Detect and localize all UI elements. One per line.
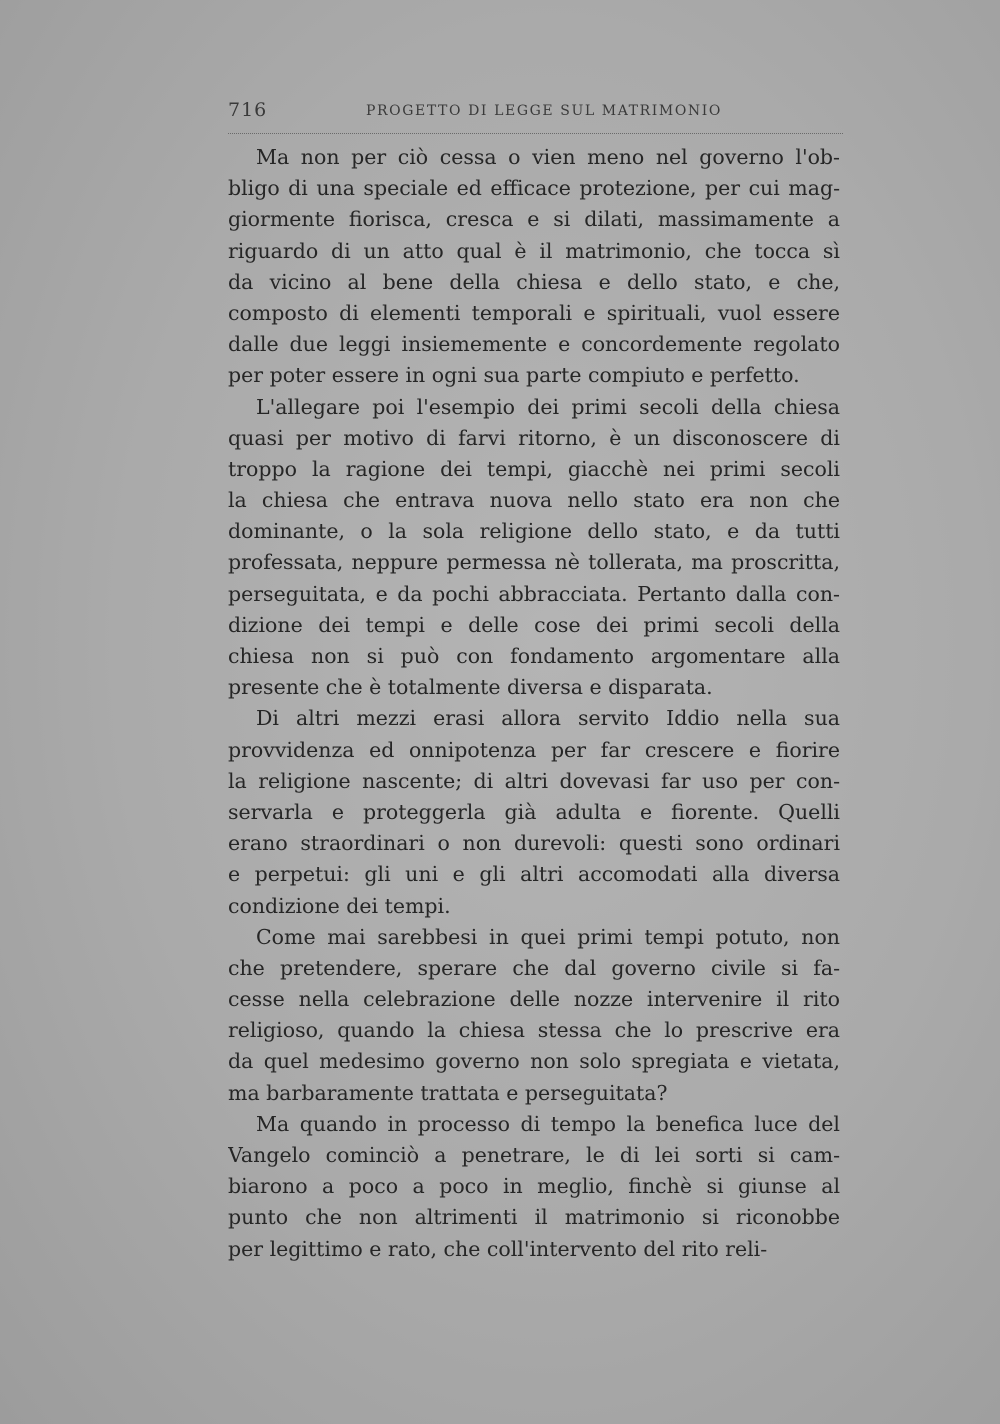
text-line: Come mai sarebbesi in quei primi tempi potuto, non xyxy=(256,924,840,949)
text-line: Vangelo cominciò a penetrare, le di lei sorti si cam- xyxy=(228,1143,840,1167)
text-line: per legittimo e rato, che coll'intervento del rito reli- xyxy=(228,1236,768,1261)
text-line: religioso, quando la chiesa stessa che lo prescrive era xyxy=(228,1018,840,1043)
text-line: la religione nascente; di altri dovevasi far uso per con- xyxy=(228,768,840,793)
text-line: bligo di una speciale ed efficace protezione, per cui mag- xyxy=(228,176,840,201)
text-line: perseguitata, e da pochi abbracciata. Pertanto dalla con- xyxy=(228,581,840,606)
paragraph xyxy=(228,1109,840,1265)
text-line: la chiesa che entrava nuova nello stato era non che xyxy=(228,488,840,513)
text-line: troppo la ragione dei tempi, giacchè nei primi secoli xyxy=(228,456,840,481)
text-line: che pretendere, sperare che dal governo civile si fa- xyxy=(228,955,840,980)
text-line: L'allegare poi l'esempio dei primi secoli della chiesa xyxy=(256,394,840,419)
text-line: Ma non per ciò cessa o vien meno nel governo l'ob- xyxy=(256,145,840,169)
text-line: composto di elementi temporali e spirituali, vuol essere xyxy=(228,300,840,325)
text-line: servarla e proteggerla già adulta e fiorente. Quelli xyxy=(228,799,840,824)
text-line: condizione dei tempi. xyxy=(228,893,451,918)
text-line: Di altri mezzi erasi allora servito Iddio nella sua xyxy=(256,706,840,731)
text-line: punto che non altrimenti il matrimonio si riconobbe xyxy=(228,1205,840,1230)
page-header xyxy=(228,97,843,134)
text-line: cesse nella celebrazione delle nozze intervenire il rito xyxy=(228,987,840,1012)
text-line: ma barbaramente trattata e perseguitata? xyxy=(228,1080,668,1105)
text-line: per poter essere in ogni sua parte compiuto e perfetto. xyxy=(228,363,800,388)
text-line: giormente fiorisca, cresca e si dilati, massimamente a xyxy=(228,207,840,232)
text-line: provvidenza ed onnipotenza per far crescere e fiorire xyxy=(228,737,840,762)
paragraph xyxy=(228,392,840,704)
text-line: dominante, o la sola religione dello stato, e da tutti xyxy=(228,519,840,544)
page-number: 716 xyxy=(228,99,268,121)
text-line: presente che è totalmente diversa e disparata. xyxy=(228,675,713,700)
text-line: biarono a poco a poco in meglio, finchè si giunse al xyxy=(228,1174,840,1199)
text-line: chiesa non si può con fondamento argomentare alla xyxy=(228,644,840,668)
text-line: e perpetui: gli uni e gli altri accomodati alla diversa xyxy=(228,862,840,887)
text-line: da quel medesimo governo non solo spregiata e vietata, xyxy=(228,1049,840,1074)
paragraph xyxy=(228,922,840,1109)
text-line: dalle due leggi insiememente e concordemente regolato xyxy=(228,332,840,357)
text-line: riguardo di un atto qual è il matrimonio, che tocca sì xyxy=(228,238,840,263)
running-title: PROGETTO DI LEGGE SUL MATRIMONIO xyxy=(366,103,722,119)
text-line: professata, neppure permessa nè tollerata, ma proscritta, xyxy=(228,550,840,575)
text-line: dizione dei tempi e delle cose dei primi secoli della xyxy=(228,612,840,637)
text-line: Ma quando in processo di tempo la benefica luce del xyxy=(256,1111,840,1136)
text-line: quasi per motivo di farvi ritorno, è un disconoscere di xyxy=(228,425,840,450)
paragraph xyxy=(228,703,840,921)
text-line: erano straordinari o non durevoli: questi sono ordinari xyxy=(228,831,840,856)
paragraph xyxy=(228,142,840,392)
body-text xyxy=(228,142,840,1265)
text-line: da vicino al bene della chiesa e dello stato, e che, xyxy=(228,269,840,294)
